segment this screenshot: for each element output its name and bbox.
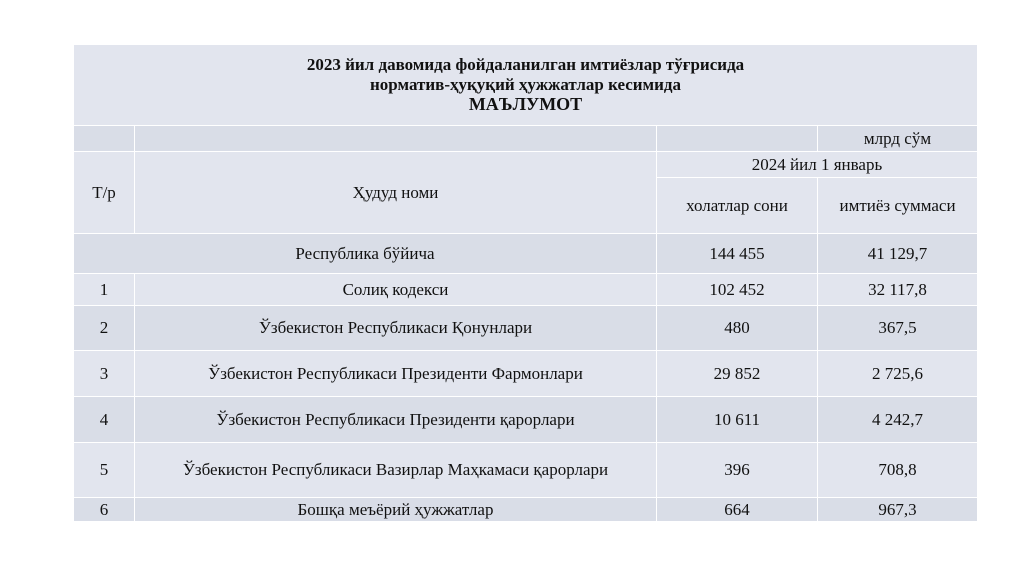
- table-row: [74, 351, 978, 397]
- row-name: Солиқ кодекси: [135, 274, 657, 306]
- row-num: 2: [74, 306, 135, 351]
- header-region: Ҳудуд номи: [135, 152, 657, 234]
- row-amount: 367,5: [818, 306, 978, 351]
- table-row: [74, 498, 978, 522]
- row-amount: 32 117,8: [818, 274, 978, 306]
- row-amount: 2 725,6: [818, 351, 978, 397]
- row-count: 480: [657, 306, 818, 351]
- title-line-2: норматив-ҳуқуқий ҳужжатлар кесимида: [369, 74, 682, 94]
- table-row: [74, 443, 978, 498]
- row-name: Ўзбекистон Республикаси Қонунлари: [135, 306, 657, 351]
- row-name: Бошқа меъёрий ҳужжатлар: [135, 498, 657, 522]
- total-label: Республика бўйича: [74, 234, 657, 274]
- row-count: 396: [657, 443, 818, 498]
- title-line-3: МАЪЛУМОТ: [468, 94, 583, 115]
- row-name: Ўзбекистон Республикаси Президенти Фармонлари: [135, 351, 657, 397]
- row-count: 664: [657, 498, 818, 522]
- benefits-table: [73, 44, 978, 522]
- table-row: [74, 274, 978, 306]
- table-title: [74, 45, 978, 126]
- row-count: 29 852: [657, 351, 818, 397]
- row-num: 5: [74, 443, 135, 498]
- total-amount: 41 129,7: [818, 234, 978, 274]
- row-amount: 967,3: [818, 498, 978, 522]
- header-num: Т/р: [74, 152, 135, 234]
- row-name: Ўзбекистон Республикаси Президенти қарорлари: [135, 397, 657, 443]
- row-num: 1: [74, 274, 135, 306]
- row-count: 102 452: [657, 274, 818, 306]
- row-num: 4: [74, 397, 135, 443]
- row-num: 3: [74, 351, 135, 397]
- row-count: 10 611: [657, 397, 818, 443]
- header-date: 2024 йил 1 январь: [657, 152, 978, 178]
- table-row: [74, 397, 978, 443]
- row-amount: 708,8: [818, 443, 978, 498]
- row-num: 6: [74, 498, 135, 522]
- table-row: [74, 306, 978, 351]
- title-line-1: 2023 йил давомида фойдаланилган имтиёзлар тўғрисида: [306, 55, 745, 75]
- row-amount: 4 242,7: [818, 397, 978, 443]
- header-count: холатлар сони: [657, 178, 818, 234]
- unit-label: млрд сўм: [818, 126, 978, 152]
- total-count: 144 455: [657, 234, 818, 274]
- row-name: Ўзбекистон Республикаси Вазирлар Маҳкамаси қарорлари: [135, 443, 657, 498]
- header-amount: имтиёз суммаси: [818, 178, 978, 234]
